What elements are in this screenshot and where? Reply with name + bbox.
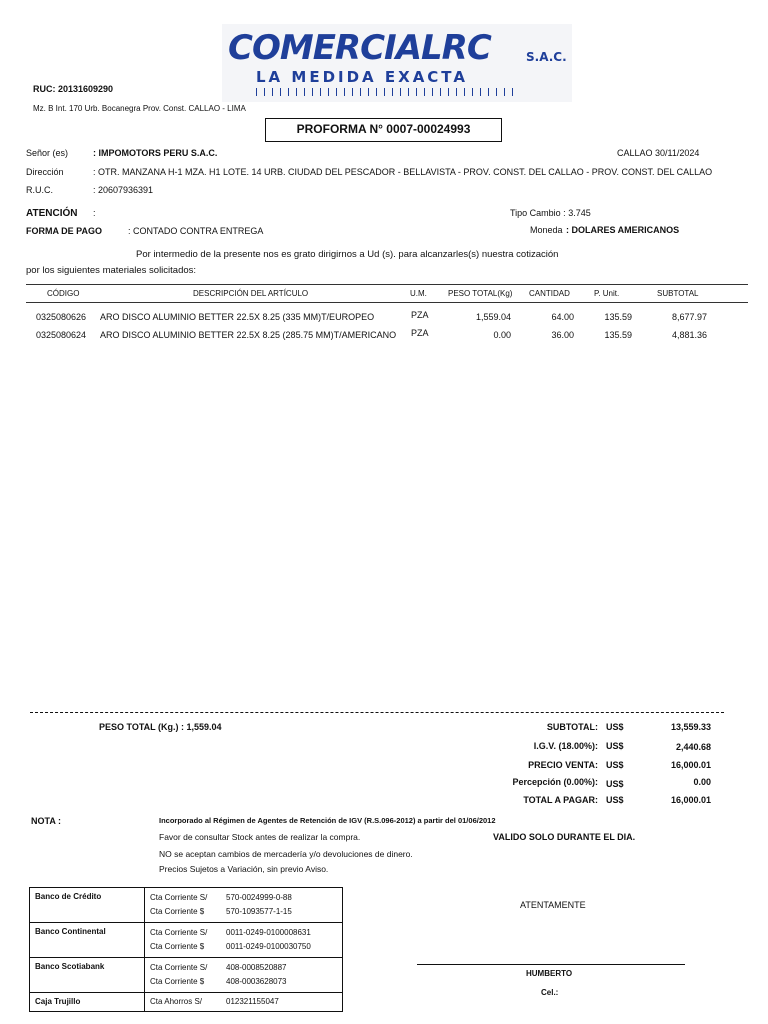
bank-row	[30, 888, 343, 923]
account-number: 408-0003628073	[226, 977, 287, 986]
percepcion-label: Percepción (0.00%):	[512, 777, 598, 787]
igv-value: 2,440.68	[675, 742, 711, 752]
peso-total: PESO TOTAL (Kg.) : 1,559.04	[99, 722, 222, 732]
account-type: Cta Corriente $	[150, 907, 205, 916]
row-cantidad: 36.00	[551, 330, 574, 340]
row-descripcion: ARO DISCO ALUMINIO BETTER 22.5X 8.25 (335 MM)T/EUROPEO	[100, 312, 375, 322]
bank-row	[30, 923, 343, 958]
account-number: 0011-0249-0100008631	[226, 928, 311, 937]
row-codigo: 0325080626	[36, 312, 87, 322]
precio-venta-currency: US$	[606, 760, 624, 770]
intro-line-1: Por intermedio de la presente nos es grato dirigirnos a Ud (s). para alcanzarles(s) nuestra cotización	[136, 249, 559, 260]
bank-name: Banco de Crédito	[35, 892, 102, 901]
atentamente: ATENTAMENTE	[520, 900, 586, 910]
col-header-peso: PESO TOTAL(Kg)	[448, 289, 513, 298]
row-subtotal: 4,881.36	[671, 330, 707, 340]
bank-row	[30, 958, 343, 993]
account-number: 0011-0249-0100030750	[226, 942, 311, 951]
regimen-note: Incorporado al Régimen de Agentes de Retención de IGV (R.S.096-2012) a partir del 01/06/2012	[159, 816, 496, 825]
logo-sac: S.A.C.	[526, 50, 567, 64]
senor-value: : IMPOMOTORS PERU S.A.C.	[93, 148, 218, 158]
col-header-um: U.M.	[410, 289, 427, 298]
direccion-value: : OTR. MANZANA H-1 MZA. H1 LOTE. 14 URB. CIUDAD DEL PESCADOR - BELLAVISTA - PROV. CONST. DEL CALLAO - PROV. CONST. DEL CALLAO	[93, 167, 713, 177]
totals-divider	[30, 712, 724, 713]
place-date: CALLAO 30/11/2024	[617, 148, 700, 158]
direccion-label: Dirección	[26, 167, 64, 177]
company-ruc: RUC: 20131609290	[33, 84, 114, 94]
row-um: PZA	[411, 310, 429, 320]
atencion-label: ATENCIÓN	[26, 208, 78, 219]
bank-name: Caja Trujillo	[35, 997, 81, 1006]
forma-pago-label: FORMA DE PAGO	[26, 226, 102, 236]
col-header-punit: P. Unit.	[594, 289, 620, 298]
logo-wordmark: COMERCIALRC	[228, 28, 491, 68]
col-header-cantidad: CANTIDAD	[529, 289, 570, 298]
col-header-subtotal: SUBTOTAL	[657, 289, 699, 298]
moneda-label: Moneda	[530, 225, 563, 235]
percepcion-value: 0.00	[693, 777, 711, 787]
row-um: PZA	[411, 328, 429, 338]
account-type: Cta Corriente S/	[150, 928, 208, 937]
ruc-value: : 20607936391	[93, 185, 154, 195]
tipo-cambio: Tipo Cambio : 3.745	[510, 208, 591, 218]
bank-name: Banco Continental	[35, 927, 106, 936]
account-type: Cta Corriente S/	[150, 893, 208, 902]
account-number: 570-0024999-0-88	[226, 893, 292, 902]
ruc-label: R.U.C.	[26, 185, 53, 195]
row-peso: 1,559.04	[475, 312, 511, 322]
company-address: Mz. B Int. 170 Urb. Bocanegra Prov. Const. CALLAO - LIMA	[33, 104, 246, 113]
bank-row	[30, 993, 343, 1012]
row-punit: 135.59	[604, 312, 632, 322]
table-top-rule	[26, 284, 748, 285]
col-header-codigo: CÓDIGO	[47, 289, 80, 298]
note-line-1: Favor de consultar Stock antes de realizar la compra.	[159, 832, 361, 842]
account-number: 570-1093577-1-15	[226, 907, 292, 916]
precio-venta-label: PRECIO VENTA:	[528, 760, 598, 770]
row-subtotal: 8,677.97	[671, 312, 707, 322]
note-line-3: Precios Sujetos a Variación, sin previo Aviso.	[159, 864, 329, 874]
row-cantidad: 64.00	[551, 312, 574, 322]
row-peso: 0.00	[493, 330, 511, 340]
account-number: 408-0008520887	[226, 963, 287, 972]
subtotal-label: SUBTOTAL:	[546, 722, 598, 732]
account-type: Cta Corriente $	[150, 977, 205, 986]
note-line-2: NO se aceptan cambios de mercadería y/o devoluciones de dinero.	[159, 849, 413, 859]
ruler-icon	[256, 88, 518, 96]
forma-pago-value: : CONTADO CONTRA ENTREGA	[128, 226, 264, 236]
atencion-value: :	[93, 208, 96, 218]
bank-accounts-table	[29, 887, 343, 1012]
igv-currency: US$	[606, 741, 624, 751]
subtotal-value: 13,559.33	[670, 722, 711, 732]
total-pagar-label: TOTAL A PAGAR:	[523, 795, 598, 805]
table-header-rule	[26, 302, 748, 303]
company-logo	[222, 24, 572, 102]
signature-line	[417, 964, 685, 965]
row-codigo: 0325080624	[36, 330, 87, 340]
bank-name: Banco Scotiabank	[35, 962, 105, 971]
senor-label: Señor (es)	[26, 148, 69, 158]
row-descripcion: ARO DISCO ALUMINIO BETTER 22.5X 8.25 (285.75 MM)T/AMERICANO	[100, 330, 397, 340]
signer-name: HUMBERTO	[526, 969, 573, 978]
proforma-number: PROFORMA N° 0007-00024993	[265, 118, 502, 142]
account-type: Cta Corriente $	[150, 942, 205, 951]
valido-note: VALIDO SOLO DURANTE EL DIA.	[493, 832, 636, 842]
percepcion-currency: US$	[606, 779, 624, 789]
intro-line-2: por los siguientes materiales solicitados:	[26, 265, 197, 276]
account-type: Cta Ahorros S/	[150, 997, 203, 1006]
precio-venta-value: 16,000.01	[670, 760, 711, 770]
signer-cel: Cel.:	[541, 988, 559, 997]
col-header-descripcion: DESCRIPCIÓN DEL ARTÍCULO	[193, 289, 309, 298]
moneda-value: : DOLARES AMERICANOS	[566, 225, 680, 235]
account-type: Cta Corriente S/	[150, 963, 208, 972]
subtotal-currency: US$	[606, 722, 624, 732]
nota-label: NOTA :	[31, 816, 61, 826]
igv-label: I.G.V. (18.00%):	[533, 741, 598, 751]
logo-tagline: LA MEDIDA EXACTA	[256, 68, 468, 86]
row-punit: 135.59	[604, 330, 632, 340]
total-pagar-currency: US$	[606, 795, 624, 805]
account-number: 012321155047	[226, 997, 279, 1006]
total-pagar-value: 16,000.01	[670, 795, 711, 805]
